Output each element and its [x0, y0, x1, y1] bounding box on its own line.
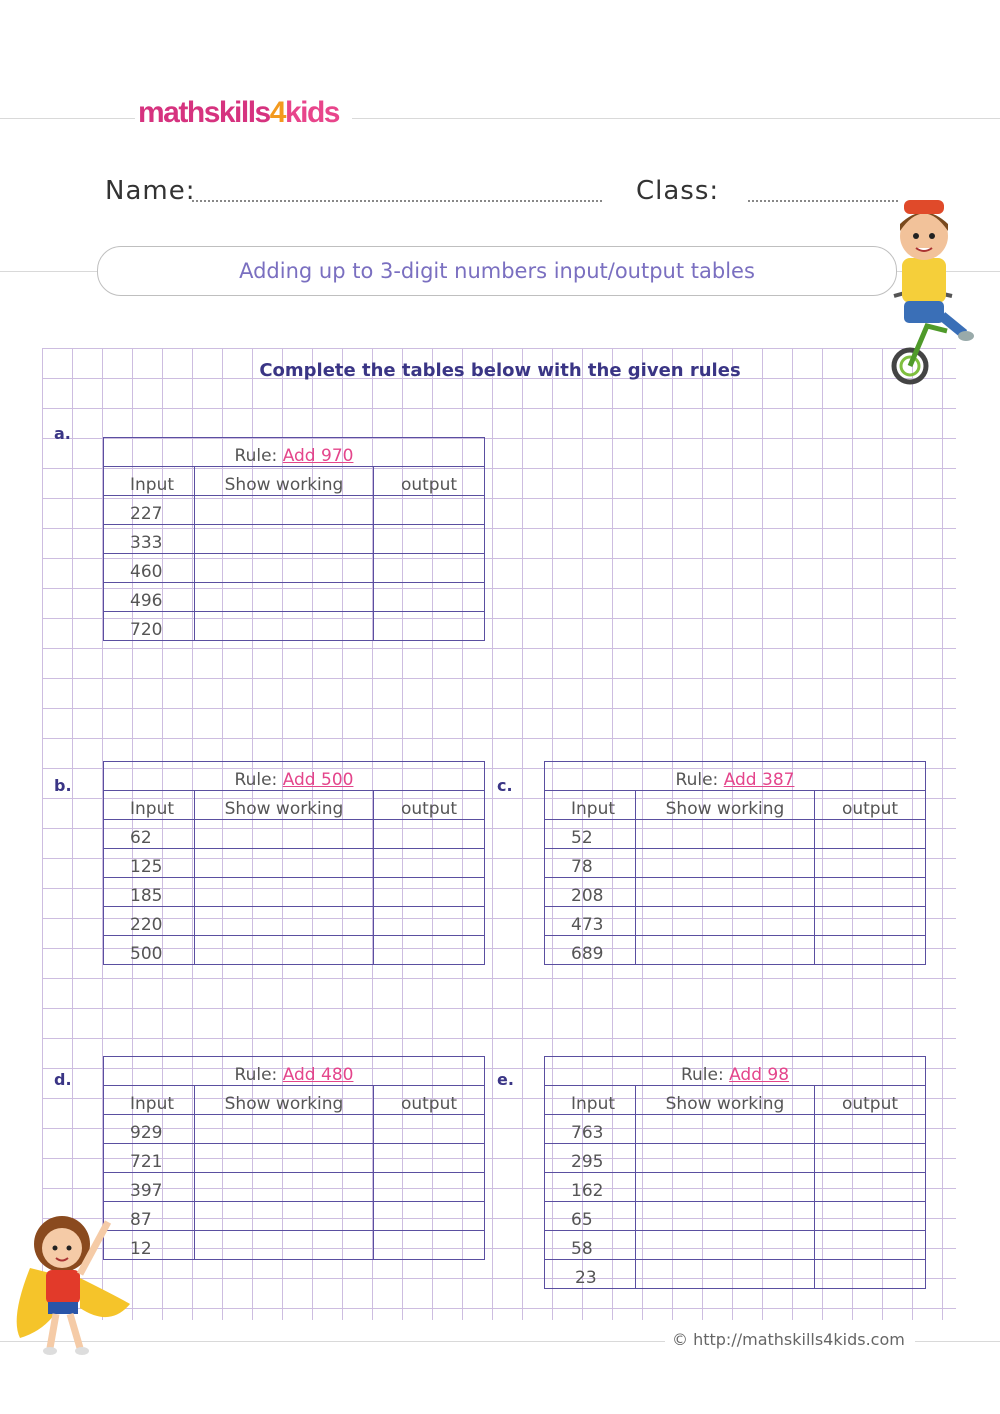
input-cell: 125 [104, 849, 195, 878]
header-rule-right [352, 118, 1000, 119]
output-cell[interactable] [374, 1202, 485, 1231]
header-output: output [815, 1086, 926, 1115]
working-cell[interactable] [636, 1260, 815, 1289]
output-cell[interactable] [374, 496, 485, 525]
output-cell[interactable] [374, 878, 485, 907]
header-rule-left [0, 118, 135, 119]
header-input: Input [545, 791, 636, 820]
input-cell: 227 [104, 496, 195, 525]
rule-cell: Rule: Add 480 [104, 1057, 485, 1086]
footer-rule-right [915, 1341, 1000, 1342]
header-input: Input [104, 1086, 195, 1115]
working-cell[interactable] [195, 820, 374, 849]
table-d [103, 1056, 485, 1260]
table-c [544, 761, 926, 965]
input-cell: 763 [545, 1115, 636, 1144]
rule-cell: Rule: Add 387 [545, 762, 926, 791]
rule-value: Add 500 [282, 770, 354, 790]
rule-value: Add 970 [282, 446, 354, 466]
input-cell: 460 [104, 554, 195, 583]
rule-value: Add 387 [723, 770, 795, 790]
input-cell: 929 [104, 1115, 195, 1144]
input-cell: 720 [104, 612, 195, 641]
input-cell: 689 [545, 936, 636, 965]
input-cell: 52 [545, 820, 636, 849]
output-cell[interactable] [374, 1115, 485, 1144]
header-input: Input [545, 1086, 636, 1115]
output-cell[interactable] [815, 1231, 926, 1260]
output-cell[interactable] [374, 612, 485, 641]
working-cell[interactable] [195, 583, 374, 612]
input-cell: 220 [104, 907, 195, 936]
footer-url[interactable]: © http://mathskills4kids.com [672, 1330, 905, 1349]
table-b [103, 761, 485, 965]
output-cell[interactable] [815, 1260, 926, 1289]
input-cell: 23 [545, 1260, 636, 1289]
input-cell: 496 [104, 583, 195, 612]
input-cell: 87 [104, 1202, 195, 1231]
rule-value: Add 98 [729, 1065, 790, 1085]
header-working: Show working [195, 467, 374, 496]
output-cell[interactable] [815, 1144, 926, 1173]
working-cell[interactable] [195, 554, 374, 583]
output-cell[interactable] [374, 849, 485, 878]
class-label: Class: [636, 176, 720, 206]
output-cell[interactable] [374, 820, 485, 849]
input-cell: 208 [545, 878, 636, 907]
working-cell[interactable] [636, 907, 815, 936]
input-cell: 721 [104, 1144, 195, 1173]
input-cell: 185 [104, 878, 195, 907]
input-cell: 500 [104, 936, 195, 965]
working-cell[interactable] [195, 1231, 374, 1260]
girl-superhero-illustration [10, 1208, 134, 1360]
input-cell: 473 [545, 907, 636, 936]
table-letter-c: c. [497, 776, 513, 795]
header-output: output [815, 791, 926, 820]
output-cell[interactable] [815, 1115, 926, 1144]
name-field[interactable] [192, 200, 602, 202]
input-cell: 397 [104, 1173, 195, 1202]
output-cell[interactable] [374, 554, 485, 583]
working-cell[interactable] [636, 878, 815, 907]
header-input: Input [104, 791, 195, 820]
rule-cell: Rule: Add 98 [545, 1057, 926, 1086]
working-cell[interactable] [636, 849, 815, 878]
input-cell: 78 [545, 849, 636, 878]
working-cell[interactable] [195, 907, 374, 936]
header-output: output [374, 791, 485, 820]
working-cell[interactable] [195, 1115, 374, 1144]
working-cell[interactable] [195, 525, 374, 554]
working-cell[interactable] [636, 1202, 815, 1231]
output-cell[interactable] [815, 849, 926, 878]
working-cell[interactable] [636, 820, 815, 849]
input-cell: 62 [104, 820, 195, 849]
header-input: Input [104, 467, 195, 496]
output-cell[interactable] [374, 1231, 485, 1260]
input-cell: 162 [545, 1173, 636, 1202]
header-working: Show working [195, 791, 374, 820]
header-output: output [374, 467, 485, 496]
header-output: output [374, 1086, 485, 1115]
working-cell[interactable] [636, 1173, 815, 1202]
table-e [544, 1056, 926, 1289]
output-cell[interactable] [815, 936, 926, 965]
output-cell[interactable] [815, 1202, 926, 1231]
rule-cell: Rule: Add 970 [104, 438, 485, 467]
output-cell[interactable] [374, 1173, 485, 1202]
input-cell: 295 [545, 1144, 636, 1173]
output-cell[interactable] [815, 878, 926, 907]
output-cell[interactable] [815, 1173, 926, 1202]
output-cell[interactable] [374, 583, 485, 612]
table-letter-a: a. [54, 424, 71, 443]
table-letter-d: d. [54, 1070, 72, 1089]
rule-cell: Rule: Add 500 [104, 762, 485, 791]
working-cell[interactable] [195, 496, 374, 525]
working-cell[interactable] [195, 1144, 374, 1173]
working-cell[interactable] [195, 849, 374, 878]
name-label: Name: [105, 176, 196, 206]
boy-on-bike-illustration [872, 196, 974, 386]
title-rule-left [0, 271, 97, 272]
working-cell[interactable] [636, 1115, 815, 1144]
input-cell: 65 [545, 1202, 636, 1231]
output-cell[interactable] [374, 1144, 485, 1173]
rule-value: Add 480 [282, 1065, 354, 1085]
working-cell[interactable] [636, 1231, 815, 1260]
instructions: Complete the tables below with the given rules [259, 360, 741, 381]
output-cell[interactable] [374, 936, 485, 965]
working-cell[interactable] [195, 878, 374, 907]
working-cell[interactable] [195, 936, 374, 965]
working-cell[interactable] [636, 1144, 815, 1173]
worksheet-title: Adding up to 3-digit numbers input/output tables [97, 246, 897, 296]
mathskills4kids-logo: mathskills4kids [138, 96, 339, 129]
input-cell: 333 [104, 525, 195, 554]
working-cell[interactable] [195, 612, 374, 641]
header-working: Show working [636, 1086, 815, 1115]
table-letter-e: e. [497, 1070, 514, 1089]
table-letter-b: b. [54, 776, 72, 795]
working-cell[interactable] [636, 936, 815, 965]
input-cell: 12 [104, 1231, 195, 1260]
output-cell[interactable] [815, 907, 926, 936]
header-working: Show working [636, 791, 815, 820]
working-cell[interactable] [195, 1202, 374, 1231]
output-cell[interactable] [815, 820, 926, 849]
header-working: Show working [195, 1086, 374, 1115]
table-a [103, 437, 485, 641]
working-cell[interactable] [195, 1173, 374, 1202]
input-cell: 58 [545, 1231, 636, 1260]
output-cell[interactable] [374, 525, 485, 554]
output-cell[interactable] [374, 907, 485, 936]
